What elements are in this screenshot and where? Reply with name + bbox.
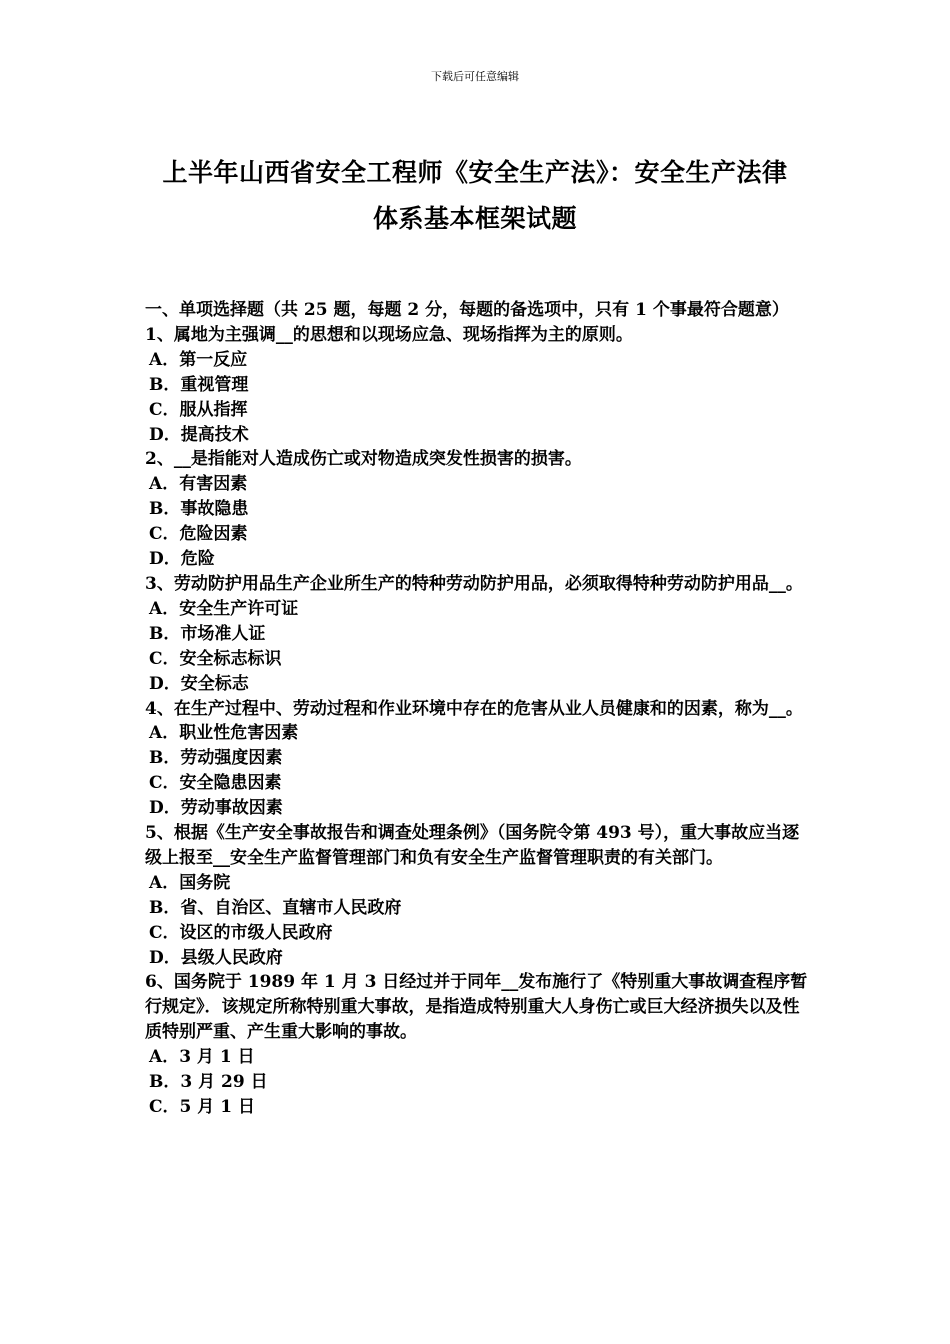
- option: A．安全生产许可证: [149, 598, 299, 619]
- header-note: 下载后可任意编辑: [431, 70, 519, 83]
- option: B．事故隐患: [149, 499, 249, 520]
- option: A．第一反应: [149, 349, 248, 370]
- option: D．危险: [149, 549, 215, 570]
- question-stem-2: 2、__是指能对人造成伤亡或对物造成突发性损害的损害。: [145, 449, 582, 470]
- option: C．安全隐患因素: [149, 773, 282, 794]
- option: B．劳动强度因素: [149, 748, 283, 769]
- option: C．设区的市级人民政府: [149, 922, 333, 943]
- option: D．提高技术: [149, 424, 249, 445]
- option: B．省、自治区、直辖市人民政府: [149, 897, 402, 918]
- question-stem-5: 5、根据《生产安全事故报告和调查处理条例》（国务院令第 493 号），重大事故应当逐级上报至__安全生产监督管理部门和负有安全生产监督管理职责的有关部门。: [145, 823, 800, 868]
- document-title: 上半年山西省安全工程师《安全生产法》：安全生产法律体系基本框架试题: [162, 158, 788, 233]
- section-heading: 一、单项选择题（共 25 题，每题 2 分，每题的备选项中，只有 1 个事最符合题意）: [145, 300, 789, 320]
- question-stem-6: 6、国务院于 1989 年 1 月 3 日经过并于同年__发布施行了《特别重大事故调查程序暂行规定》．该规定所称特别重大事故，是指造成特别重大人身伤亡或巨大经济损失以及性质特别严重、产生重大影响的事故。: [145, 972, 808, 1043]
- question-stem-4: 4、在生产过程中、劳动过程和作业环境中存在的危害从业人员健康和的因素，称为__。: [145, 698, 803, 719]
- option: B．市场准人证: [149, 623, 266, 644]
- option: A．有害因素: [149, 474, 248, 495]
- option: B．重视管理: [149, 374, 249, 395]
- option: C．安全标志标识: [149, 648, 282, 669]
- option: C．服从指挥: [149, 399, 248, 420]
- document-body: [145, 298, 810, 1120]
- option: A．国务院: [149, 872, 231, 893]
- option: B．3 月 29 日: [149, 1072, 268, 1093]
- option: A．3 月 1 日: [149, 1047, 255, 1068]
- option: D．安全标志: [149, 673, 249, 694]
- question-stem-3: 3、劳动防护用品生产企业所生产的特种劳动防护用品，必须取得特种劳动防护用品__。: [145, 573, 803, 594]
- option: D．劳动事故因素: [149, 798, 283, 819]
- question-stem-1: 1、属地为主强调__的思想和以现场应急、现场指挥为主的原则。: [145, 324, 633, 345]
- option: D．县级人民政府: [149, 947, 283, 968]
- option: A．职业性危害因素: [149, 723, 299, 744]
- option: C．危险因素: [149, 524, 248, 545]
- option: C．5 月 1 日: [149, 1097, 255, 1117]
